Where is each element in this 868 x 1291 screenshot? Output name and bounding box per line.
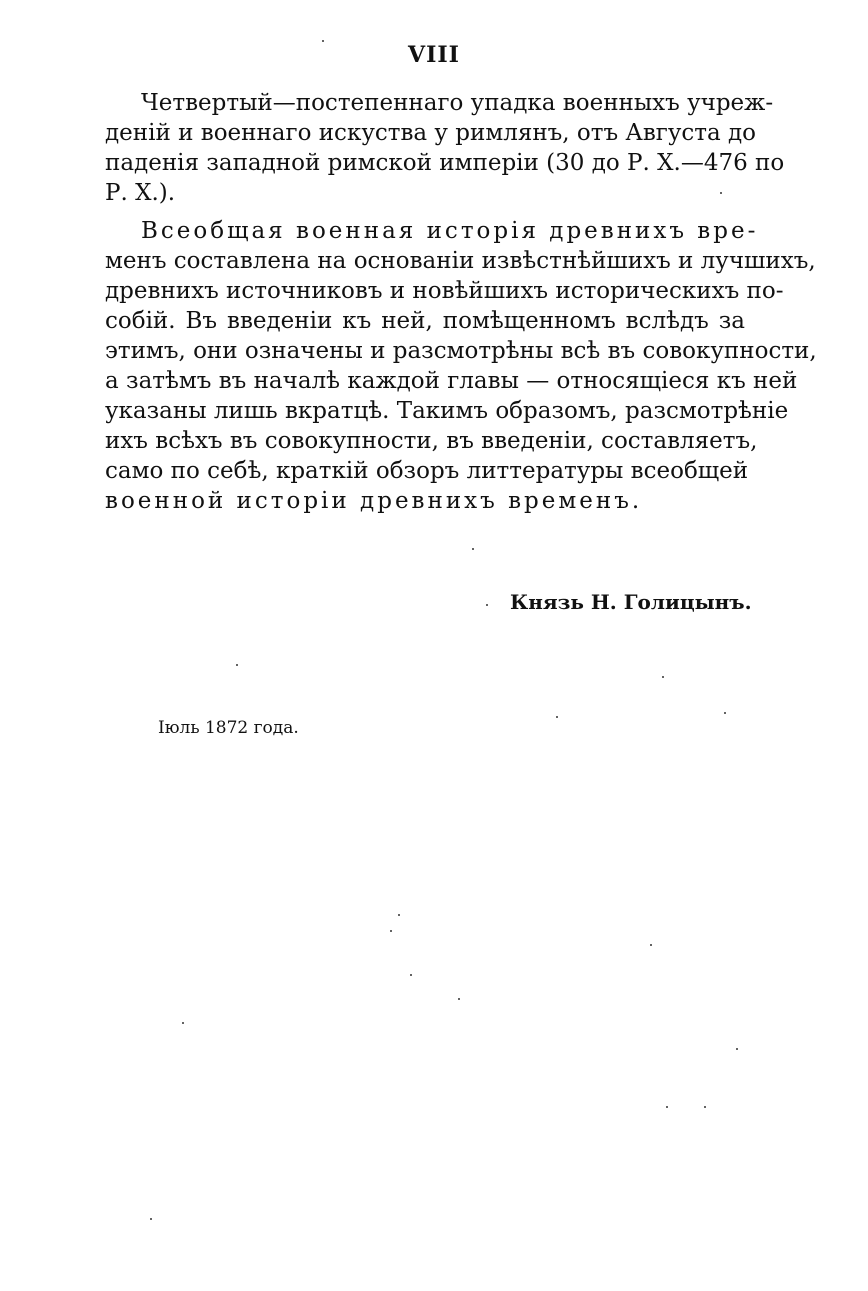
text-line: древнихъ источниковъ и новѣйшихъ историческихъ по- [105, 278, 784, 304]
text-line: собій. Въ введеніи къ ней, помѣщенномъ вслѣдъ за [105, 308, 745, 334]
scan-speck [650, 944, 652, 946]
scan-speck [322, 40, 324, 42]
text-line: Всеобщая военная исторія древнихъ вре- [141, 218, 759, 244]
scan-speck [724, 712, 726, 714]
scan-speck [410, 974, 412, 976]
scan-speck [556, 716, 558, 718]
text-line: военной исторіи древнихъ временъ. [105, 488, 643, 514]
scan-speck [704, 1106, 706, 1108]
text-line: менъ составлена на основаніи извѣстнѣйшихъ и лучшихъ, [105, 248, 816, 274]
scan-speck [662, 676, 664, 678]
scan-speck [720, 192, 722, 194]
text-line: этимъ, они означены и разсмотрѣны всѣ въ совокупности, [105, 338, 817, 364]
text-line: указаны лишь вкратцѣ. Такимъ образомъ, разсмотрѣніе [105, 398, 789, 424]
scan-speck [486, 604, 488, 606]
text-line: Р. Х.). [105, 180, 176, 206]
scan-speck [458, 998, 460, 1000]
scan-speck [182, 1022, 184, 1024]
text-line: деній и военнаго искуства у римлянъ, отъ Августа до [105, 120, 757, 146]
scan-speck [390, 930, 392, 932]
signature: Князь Н. Голицынъ. [510, 590, 752, 614]
text-line: ихъ всѣхъ въ совокупности, въ введеніи, составляетъ, [105, 428, 758, 454]
scan-speck [736, 1048, 738, 1050]
text-line: само по себѣ, краткій обзоръ литтературы всеобщей [105, 458, 749, 484]
page-number: VIII [408, 42, 460, 68]
scan-speck [150, 1218, 152, 1220]
text-line: а затѣмъ въ началѣ каждой главы — относящіеся къ ней [105, 368, 798, 394]
scan-speck [472, 548, 474, 550]
scan-speck [666, 1106, 668, 1108]
date-line: Іюль 1872 года. [158, 718, 299, 738]
scan-speck [236, 664, 238, 666]
text-line: паденія западной римской имперіи (30 до Р. Х.—476 по [105, 150, 785, 176]
scan-speck [398, 914, 400, 916]
text-line: Четвертый—постепеннаго упадка военныхъ учреж- [141, 90, 774, 116]
